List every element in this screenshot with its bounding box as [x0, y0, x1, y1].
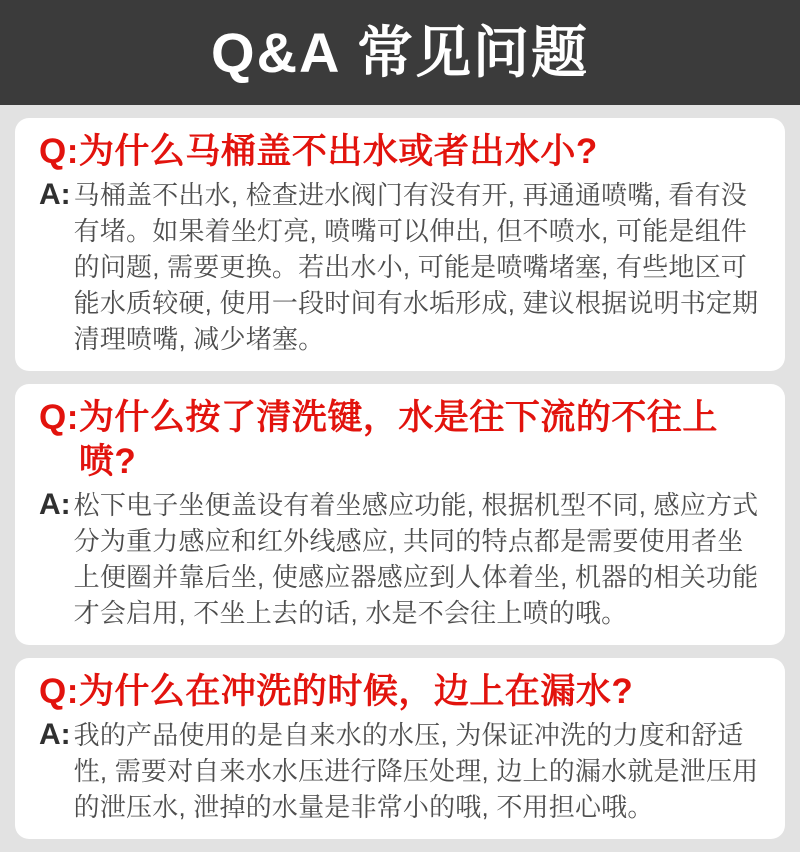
faq-card-1	[15, 118, 785, 371]
question-text: 为什么按了清洗键，水是往下流的不往上喷?	[78, 398, 718, 481]
answer-label: A:	[39, 488, 71, 521]
question-label: Q:	[39, 672, 79, 711]
answer-row	[39, 487, 763, 631]
question-label: Q:	[39, 132, 79, 171]
answer-row	[39, 717, 763, 825]
question-text: 为什么马桶盖不出水或者出水小?	[78, 132, 598, 171]
answer-row	[39, 177, 763, 357]
faq-card-2	[15, 384, 785, 645]
faq-card-3	[15, 658, 785, 839]
question-row	[39, 130, 763, 174]
answer-text: 马桶盖不出水, 检查进水阀门有没有开, 再通通喷嘴, 看有没有堵。如果着坐灯亮, 喷嘴可以伸出, 但不喷水, 可能是组件的问题, 需要更换。若出水小, 可能是喷嘴堵塞, 有些地区可能水质较硬, 使用一段时间有水垢形成, 建议根据说明书定期清理喷嘴, 减少堵塞。	[73, 180, 759, 354]
answer-label: A:	[39, 178, 71, 211]
question-row	[39, 670, 763, 714]
answer-text: 松下电子坐便盖设有着坐感应功能, 根据机型不同, 感应方式分为重力感应和红外线感应, 共同的特点都是需要使用者坐上便圈并靠后坐, 使感应器感应到人体着坐, 机器的相关功能才会启用, 不坐上去的话, 水是不会往上喷的哦。	[73, 490, 759, 628]
answer-text: 我的产品使用的是自来水的水压, 为保证冲洗的力度和舒适性, 需要对自来水水压进行降压处理, 边上的漏水就是泄压用的泄压水, 泄掉的水量是非常小的哦, 不用担心哦。	[73, 720, 759, 822]
page-title: Q&A 常见问题	[211, 20, 589, 84]
question-text: 为什么在冲洗的时候，边上在漏水?	[78, 672, 634, 711]
question-label: Q:	[39, 398, 79, 437]
answer-label: A:	[39, 718, 71, 751]
faq-list	[0, 105, 800, 852]
page-header	[0, 0, 800, 105]
question-row	[39, 396, 763, 484]
